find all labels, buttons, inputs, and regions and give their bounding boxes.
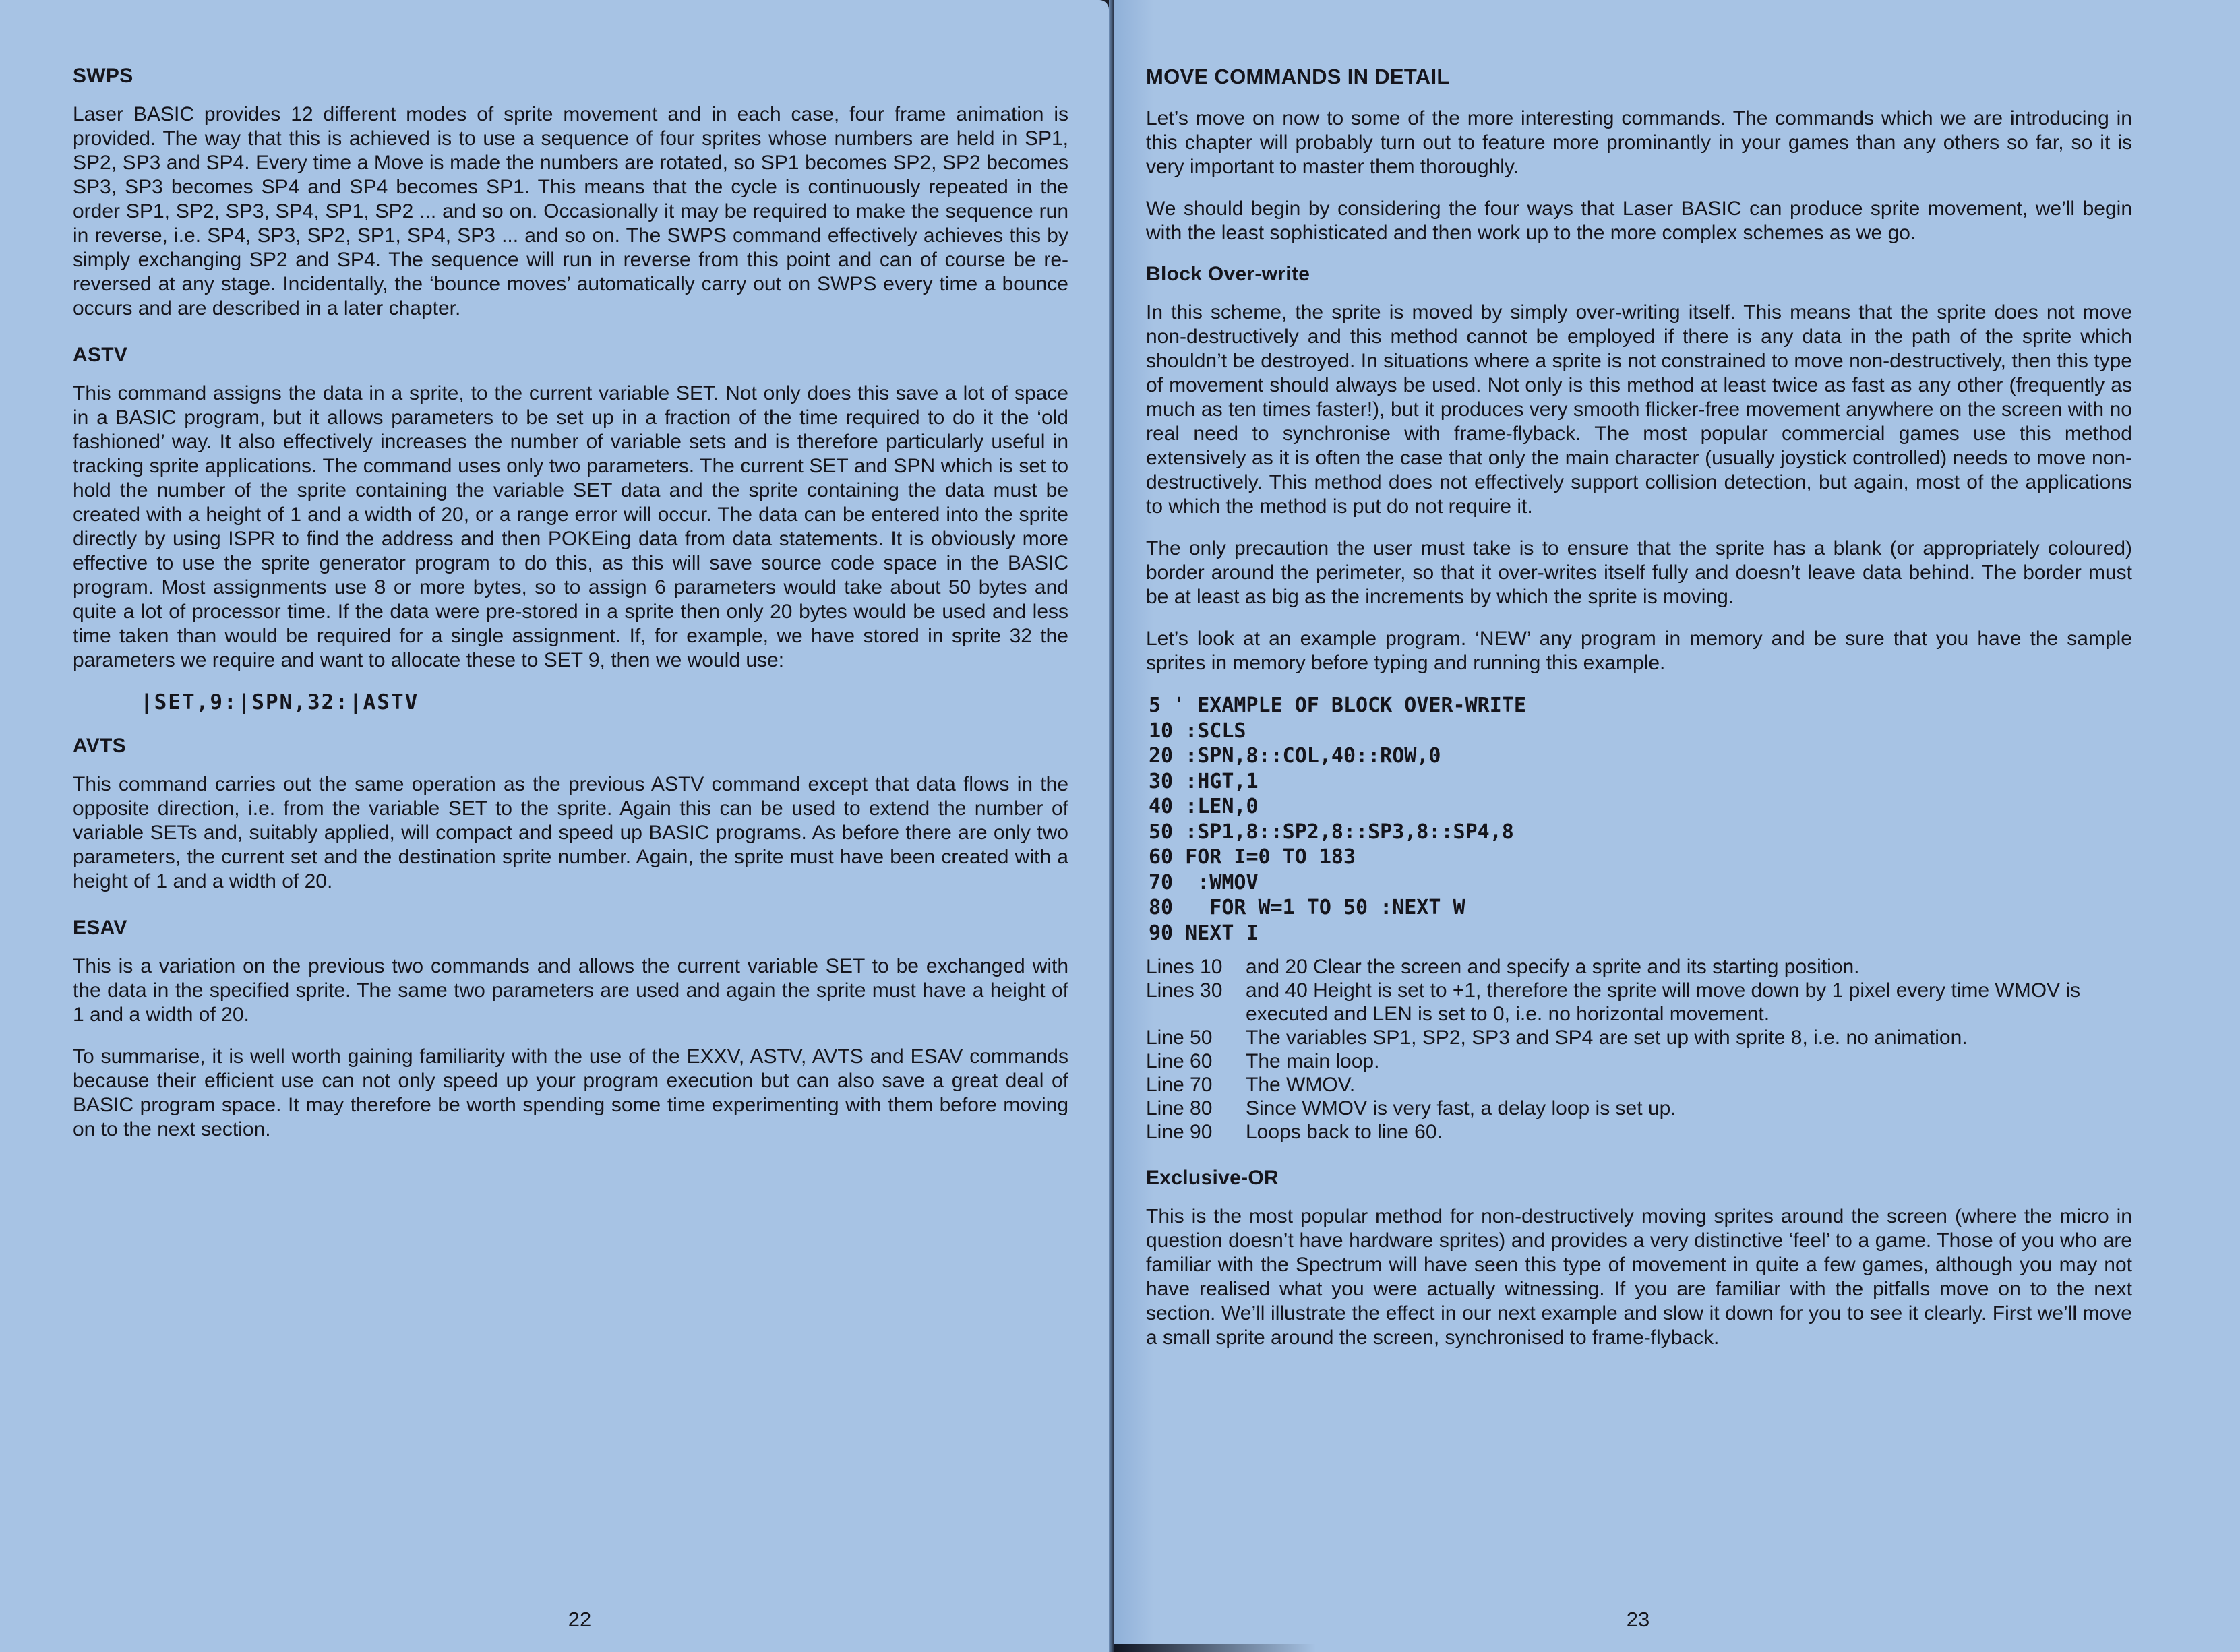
code-line: 80 FOR W=1 TO 50 :NEXT W (1149, 896, 1465, 919)
code-line: 20 :SPN,8::COL,40::ROW,0 (1149, 744, 1441, 768)
heading-block-overwrite: Block Over-write (1146, 263, 1310, 285)
code-line: 30 :HGT,1 (1149, 769, 1259, 793)
section-swps (73, 65, 1068, 321)
left-page (0, 0, 1109, 1652)
page-edge-shadow (1114, 1644, 1316, 1652)
heading-esav: ESAV (73, 917, 127, 939)
astv-paragraph: This command assigns the data in a sprite, to the current variable SET. Not only does this save a lot of space in a BASIC program, but it allows parameters to be set up in a fraction of the time required to do it the ‘old fashioned’ way. It also effectively increases the number of variable sets and is therefore particularly useful in tracking sprite applications. The command uses only two parameters. The current SET and SPN which is set to hold the number of the sprite containing the variable SET data and the sprite containing the data must be created with a height of 1 and a width of 20, or a range error will occur. The data can be entered into the sprite directly by using ISPR to find the address and then POKEing data from data statements. It is obviously more effective to use the sprite generator program to do this, as this will save source code space in the BASIC program. Most assignments use 8 or more bytes, so to assign 6 parameters would take about 50 bytes and quite a lot of processor time. If the data were pre-stored in a sprite then only 20 bytes would be used and less time taken than would be required for a single assignment. If, for example, we have stored in sprite 32 the parameters we require and want to allocate these to SET 9, then we would use: (73, 382, 1068, 671)
section-esav (73, 917, 1068, 1142)
esav-paragraph-2: To summarise, it is well worth gaining familiarity with the use of the EXXV, ASTV, AVTS and ESAV commands because their efficient use can not only speed up your program execution but can also save a great deal of BASIC program space. It may therefore be worth spending some time experimenting with them before moving on to the next section. (73, 1045, 1068, 1140)
chapter-title: MOVE COMMANDS IN DETAIL (1146, 65, 1450, 88)
note-row (1146, 979, 2132, 1026)
note-text: Since WMOV is very fast, a delay loop is set up. (1246, 1097, 1676, 1120)
note-key: Line 80 (1146, 1097, 1213, 1120)
note-row (1146, 1097, 2132, 1120)
note-text: The main loop. (1246, 1050, 1380, 1072)
block-paragraph-1: In this scheme, the sprite is moved by simply over-writing itself. This means that the sprite does not move non-destructively and this method cannot be employed if there is any data in the path of the sprite which shouldn’t be destroyed. In situations where a sprite is not constrained to move non-destructively, then this type of movement should always be used. Not only is this method at least twice as fast as any other (frequently as much as ten times faster!), but it produces very smooth flicker-free movement anywhere on the screen with no real need to synchronise with frame-flyback. The most popular commercial games use this method extensively as it is often the case that only the main character (usually joystick controlled) needs to move non-destructively. This method does not effectively support collision detection, but again, most of the applications to which the method is put do not require it. (1146, 301, 2132, 518)
right-page (1114, 0, 2240, 1652)
note-key: Line 60 (1146, 1050, 1213, 1072)
code-listing (1149, 693, 2132, 946)
book-spine (1109, 0, 1114, 1652)
xor-paragraph: This is the most popular method for non-destructively moving sprites around the screen (where the micro in question doesn’t have hardware sprites) and provides a very distinctive ‘feel’ to a game. Those of you who are familiar with the Spectrum will have seen this type of movement in quite a few games, although you may not have realised what you were actually witnessing. If you are familiar with the pitfalls move on to the next section. We’ll illustrate the effect in our next example and slow it down for you to see it clearly. First we’ll move a small sprite around the screen, synchronised to frame-flyback. (1146, 1205, 2132, 1349)
esav-paragraph-1: This is a variation on the previous two commands and allows the current variable SET to be exchanged with the data in the specified sprite. The same two parameters are used and again the sprite must have a height of 1 and a width of 20. (73, 955, 1068, 1026)
note-row (1146, 1120, 2132, 1144)
code-line: 5 ' EXAMPLE OF BLOCK OVER-WRITE (1149, 694, 1526, 717)
note-text: The variables SP1, SP2, SP3 and SP4 are set up with sprite 8, i.e. no animation. (1246, 1027, 1968, 1049)
section-block-overwrite (1146, 263, 2132, 1144)
note-key: Lines 30 (1146, 979, 1223, 1002)
note-text: Loops back to line 60. (1246, 1121, 1443, 1143)
code-notes (1146, 955, 2132, 1144)
note-text: and 20 Clear the screen and specify a sprite and its starting position. (1246, 956, 1860, 978)
code-line: 60 FOR I=0 TO 183 (1149, 845, 1356, 869)
heading-swps: SWPS (73, 65, 133, 87)
heading-exclusive-or: Exclusive-OR (1146, 1167, 1279, 1189)
note-key: Line 50 (1146, 1027, 1213, 1049)
note-row (1146, 1073, 2132, 1097)
note-row (1146, 955, 2132, 979)
intro-paragraph-1: Let’s move on now to some of the more interesting commands. The commands which we are introducing in this chapter will probably turn out to feature more prominantly in your games than any others so far, so it is very important to master them thoroughly. (1146, 107, 2132, 178)
note-row (1146, 1026, 2132, 1049)
note-text: The WMOV. (1246, 1074, 1356, 1096)
note-row (1146, 1049, 2132, 1073)
section-exclusive-or (1146, 1167, 2132, 1350)
note-text: and 40 Height is set to +1, therefore the sprite will move down by 1 pixel every time WMOV is executed and LEN is set to 0, i.e. no horizontal movement. (1246, 979, 2081, 1025)
astv-code-example: |SET,9:|SPN,32:|ASTV (140, 690, 419, 714)
note-key: Line 70 (1146, 1074, 1213, 1096)
heading-avts: AVTS (73, 735, 126, 757)
code-line: 50 :SP1,8::SP2,8::SP3,8::SP4,8 (1149, 820, 1514, 844)
page-number-left: 22 (568, 1608, 592, 1631)
block-paragraph-3: Let’s look at an example program. ‘NEW’ any program in memory and be sure that you have the sample sprites in memory before typing and running this example. (1146, 628, 2132, 674)
note-key: Lines 10 (1146, 956, 1223, 978)
code-line: 40 :LEN,0 (1149, 795, 1259, 818)
avts-paragraph: This command carries out the same operation as the previous ASTV command except that data flows in the opposite direction, i.e. from the variable SET to the sprite. Again this can be used to extend the number of variable SETs and, suitably applied, will compact and speed up BASIC programs. As before there are only two parameters, the current set and the destination sprite number. Again, the sprite must have been created with a height of 1 and a width of 20. (73, 773, 1068, 892)
note-key: Line 90 (1146, 1121, 1213, 1143)
heading-astv: ASTV (73, 344, 128, 366)
section-astv (73, 344, 1068, 714)
section-avts (73, 735, 1068, 894)
code-line: 90 NEXT I (1149, 921, 1259, 945)
block-paragraph-2: The only precaution the user must take is to ensure that the sprite has a blank (or appropriately coloured) border around the perimeter, so that it over-writes itself fully and doesn’t leave data behind. The border must be at least as big as the increments by which the sprite is moving. (1146, 537, 2132, 608)
swps-paragraph: Laser BASIC provides 12 different modes of sprite movement and in each case, four frame animation is provided. The way that this is achieved is to use a sequence of four sprites whose numbers are held in SP1, SP2, SP3 and SP4. Every time a Move is made the numbers are rotated, so SP1 becomes SP2, SP2 becomes SP3, SP3 becomes SP4 and SP4 becomes SP1. This means that the cycle is continuously repeated in the order SP1, SP2, SP3, SP4, SP1, SP2 ... and so on. Occasionally it may be required to make the sequence run in reverse, i.e. SP4, SP3, SP2, SP1, SP4, SP3 ... and so on. The SWPS command effectively achieves this by simply exchanging SP2 and SP4. The sequence will run in reverse from this point and can of course be re-reversed at any stage. Incidentally, the ‘bounce moves’ automatically carry out on SWPS every time a bounce occurs and are described in a later chapter. (73, 103, 1068, 319)
code-line: 70 :WMOV (1149, 870, 1259, 894)
intro-paragraph-2: We should begin by considering the four ways that Laser BASIC can produce sprite movement, we’ll begin with the least sophisticated and then work up to the more complex schemes as we go. (1146, 197, 2132, 244)
page-number-right: 23 (1626, 1608, 1650, 1631)
code-line: 10 :SCLS (1149, 718, 1246, 743)
